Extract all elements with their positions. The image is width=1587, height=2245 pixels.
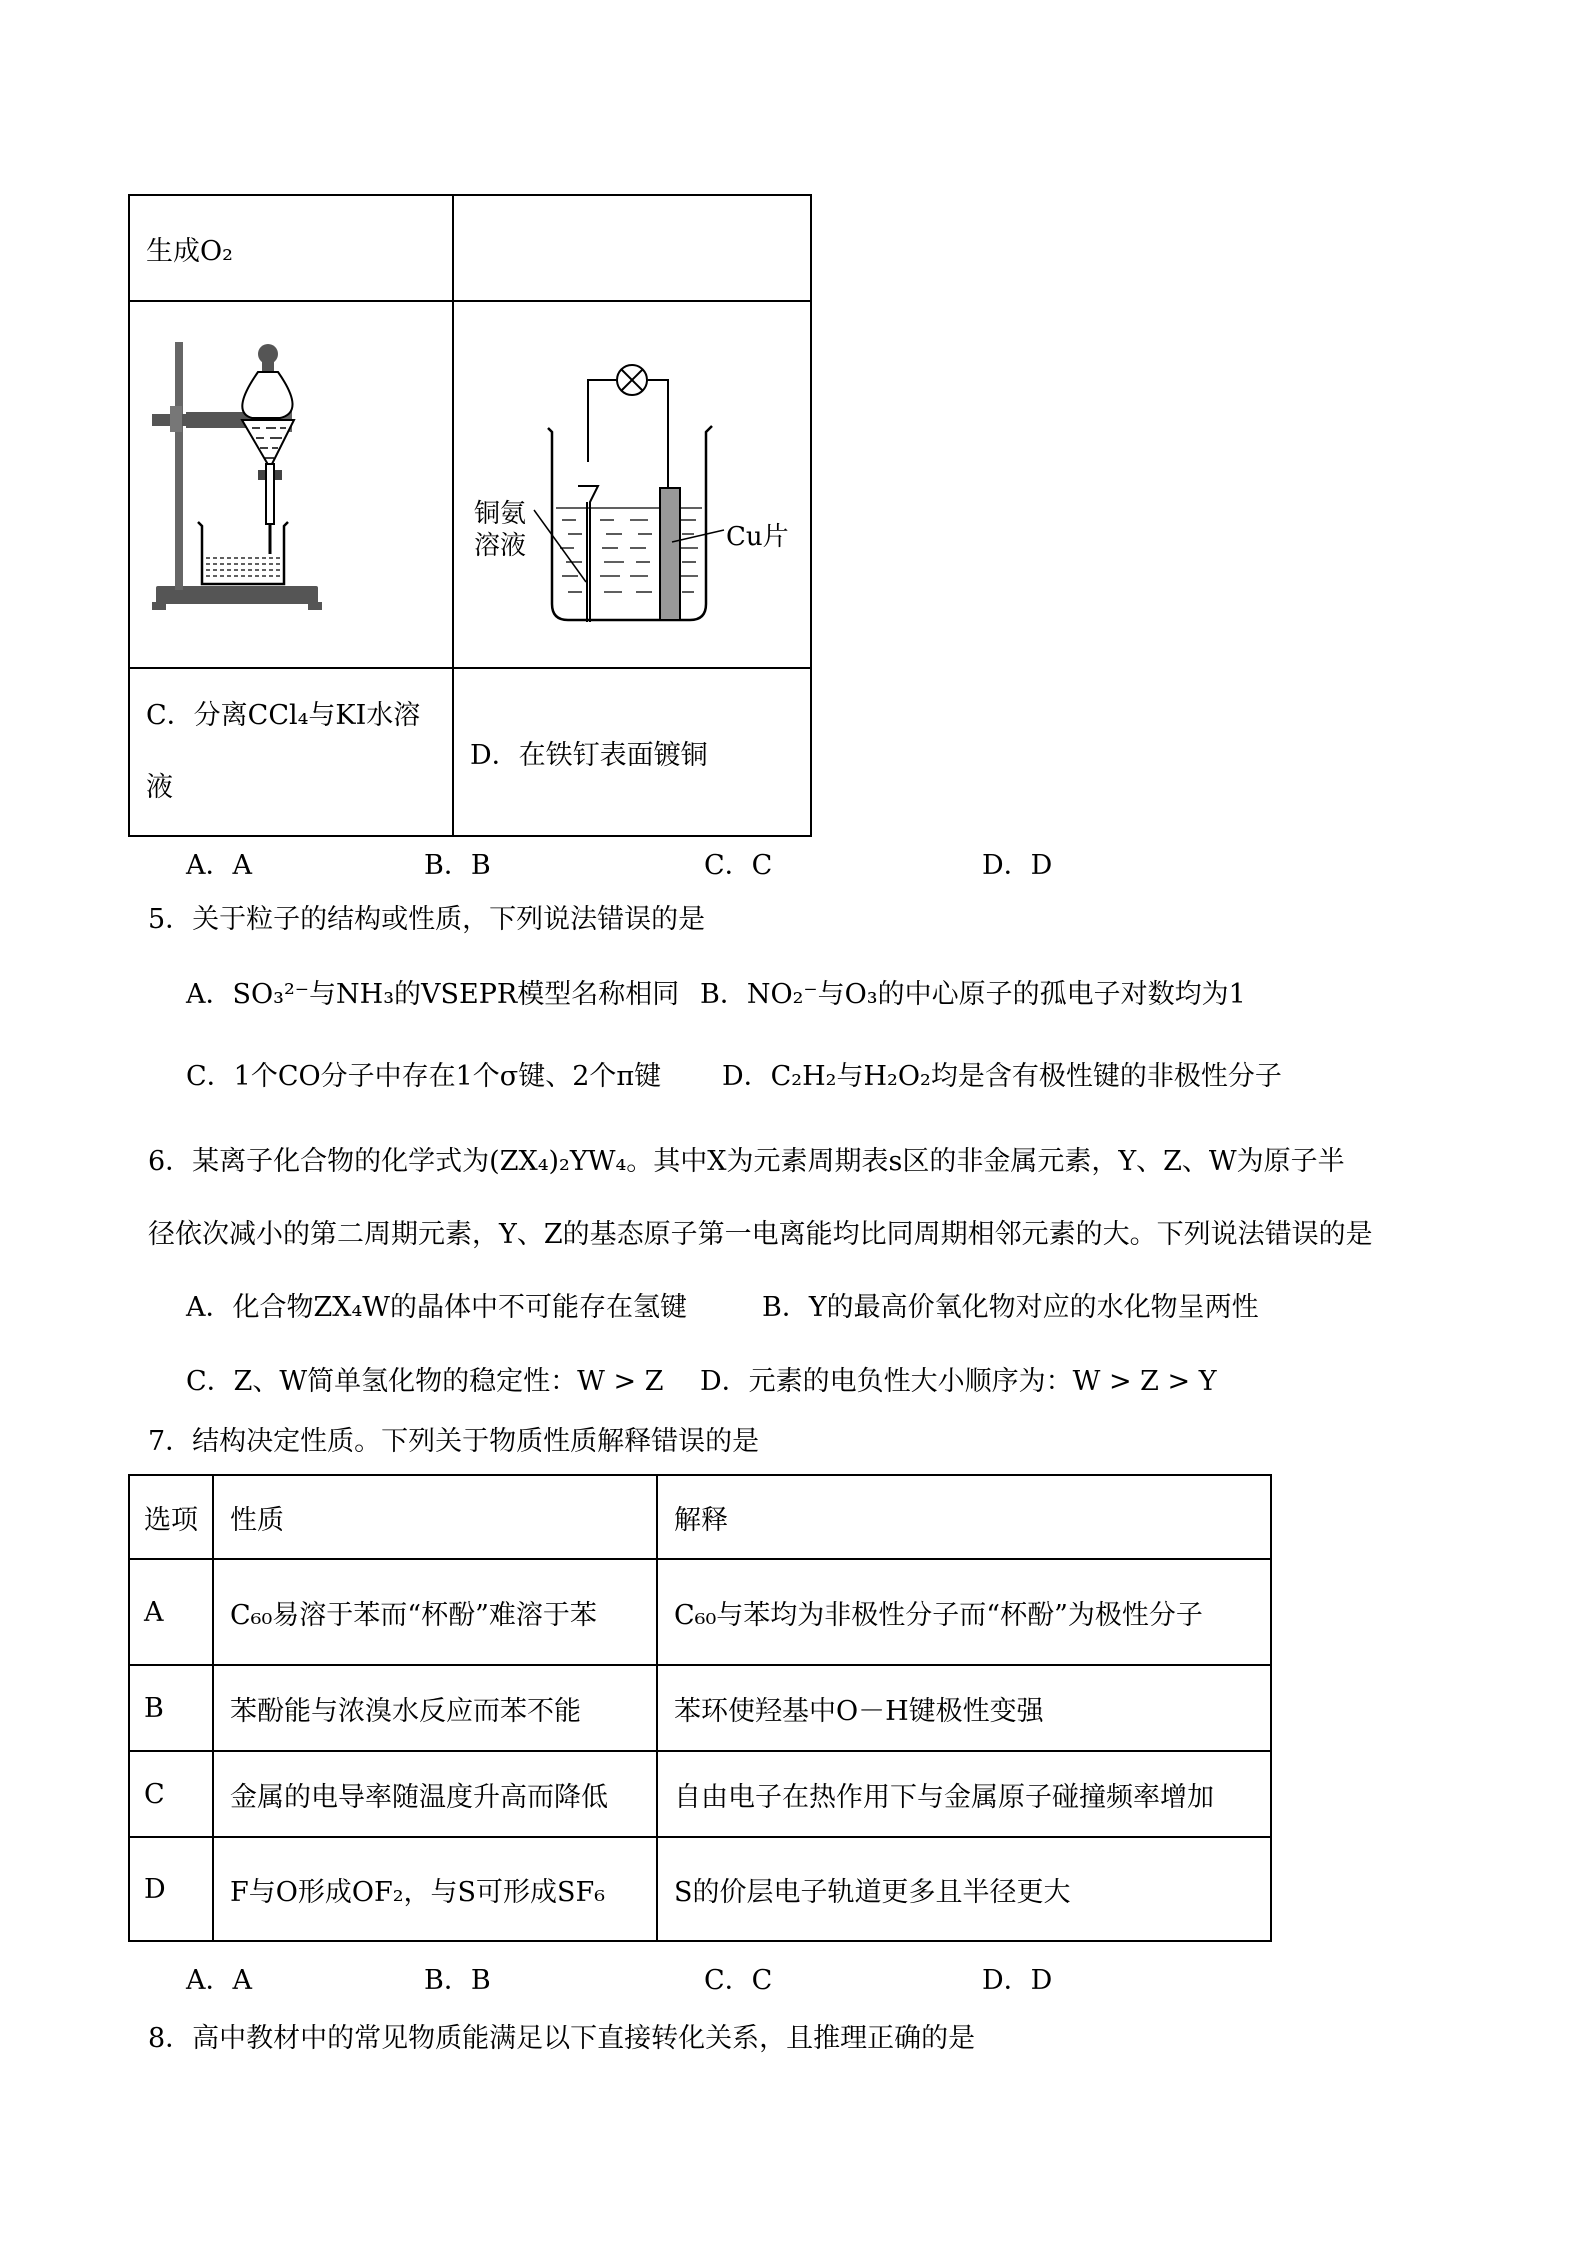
q7-row-a-explanation: C₆₀与苯均为非极性分子而“杯酚”为极性分子 (657, 1559, 1271, 1665)
electroplating-apparatus-figure (454, 302, 810, 660)
q7-header-option: 选项 (129, 1475, 213, 1559)
q5-option-b[interactable]: B．NO₂⁻与O₃的中心原子的孤电子对数均为1 (700, 979, 1246, 1010)
q7-options (186, 1958, 1086, 1996)
q7-row-b-property: 苯酚能与浓溴水反应而苯不能 (213, 1665, 657, 1751)
q7-stem: 7．结构决定性质。下列关于物质性质解释错误的是 (148, 1426, 760, 1457)
q7-row-a-property: C₆₀易溶于苯而“杯酚”难溶于苯 (213, 1559, 657, 1665)
q7-row-b-explanation: 苯环使羟基中O－H键极性变强 (657, 1665, 1271, 1751)
q6-option-a[interactable]: A．化合物ZX₄W的晶体中不可能存在氢键 (186, 1292, 688, 1323)
q4-cell-r1c1: 生成O₂ (129, 195, 453, 301)
q7-row-b-option: B (129, 1665, 213, 1751)
q4-option-d[interactable]: D．D (982, 850, 1053, 881)
q5-option-c[interactable]: C．1个CO分子中存在1个σ键、2个π键 (186, 1061, 662, 1092)
table-row (129, 1665, 1271, 1751)
q6-option-b[interactable]: B．Y的最高价氧化物对应的水化物呈两性 (762, 1292, 1259, 1323)
q4-option-c[interactable]: C．C (704, 850, 773, 881)
q6-stem-line-2: 径依次减小的第二周期元素，Y、Z的基态原子第一电离能均比同周期相邻元素的大。下列说法错误的是 (148, 1219, 1373, 1250)
label-cu-plate: Cu片 (726, 522, 789, 552)
q6-stem-line-1: 6．某离子化合物的化学式为(ZX₄)₂YW₄。其中X为元素周期表s区的非金属元素，Y、Z、W为原子半 (148, 1146, 1345, 1177)
q7-row-c-explanation: 自由电子在热作用下与金属原子碰撞频率增加 (657, 1751, 1271, 1837)
q7-row-d-explanation: S的价层电子轨道更多且半径更大 (657, 1837, 1271, 1941)
q4-options (186, 843, 1086, 881)
q8-stem: 8．高中教材中的常见物质能满足以下直接转化关系，且推理正确的是 (148, 2023, 976, 2054)
q4-option-a[interactable]: A．A (186, 850, 252, 881)
q7-option-d[interactable]: D．D (982, 1965, 1053, 1996)
q4-cell-figure-c (129, 301, 453, 668)
q4-cell-label-c (129, 668, 453, 836)
label-cuprammonium-line-1: 铜氨 (474, 499, 527, 529)
q7-row-d-property: F与O形成OF₂，与S可形成SF₆ (213, 1837, 657, 1941)
q7-row-c-option: C (129, 1751, 213, 1837)
label-cuprammonium-line-2: 溶液 (474, 531, 527, 561)
q7-row-d-option: D (129, 1837, 213, 1941)
q7-option-a[interactable]: A．A (186, 1965, 252, 1996)
q6-option-d[interactable]: D．元素的电负性大小顺序为：W > Z > Y (700, 1366, 1217, 1397)
q7-header-explanation: 解释 (657, 1475, 1271, 1559)
q4-cell-r1c2 (453, 195, 811, 301)
table-row (129, 1751, 1271, 1837)
q6-option-c[interactable]: C．Z、W简单氢化物的稳定性：W > Z (186, 1366, 664, 1397)
q4-cell-label-d: D．在铁钉表面镀铜 (453, 668, 811, 836)
q5-option-a[interactable]: A．SO₃²⁻与NH₃的VSEPR模型名称相同 (186, 979, 680, 1010)
q7-option-c[interactable]: C．C (704, 1965, 773, 1996)
table-row (129, 1559, 1271, 1665)
q7-row-c-property: 金属的电导率随温度升高而降低 (213, 1751, 657, 1837)
q4-label-c-line-2: 液 (146, 772, 173, 803)
separatory-funnel-apparatus-figure (130, 302, 452, 660)
q7-table (128, 1474, 1272, 1942)
q4-cell-figure-d (453, 301, 811, 668)
q5-stem: 5．关于粒子的结构或性质，下列说法错误的是 (148, 904, 706, 935)
q7-option-b[interactable]: B．B (424, 1965, 491, 1996)
q4-table (128, 194, 812, 837)
table-row (129, 1837, 1271, 1941)
q7-header-property: 性质 (213, 1475, 657, 1559)
q4-option-b[interactable]: B．B (424, 850, 491, 881)
q7-row-a-option: A (129, 1559, 213, 1665)
q4-label-c-line-1: C．分离CCl₄与KI水溶 (146, 700, 421, 731)
q5-option-d[interactable]: D．C₂H₂与H₂O₂均是含有极性键的非极性分子 (722, 1061, 1282, 1092)
label-cuprammonium-solution (474, 498, 526, 562)
